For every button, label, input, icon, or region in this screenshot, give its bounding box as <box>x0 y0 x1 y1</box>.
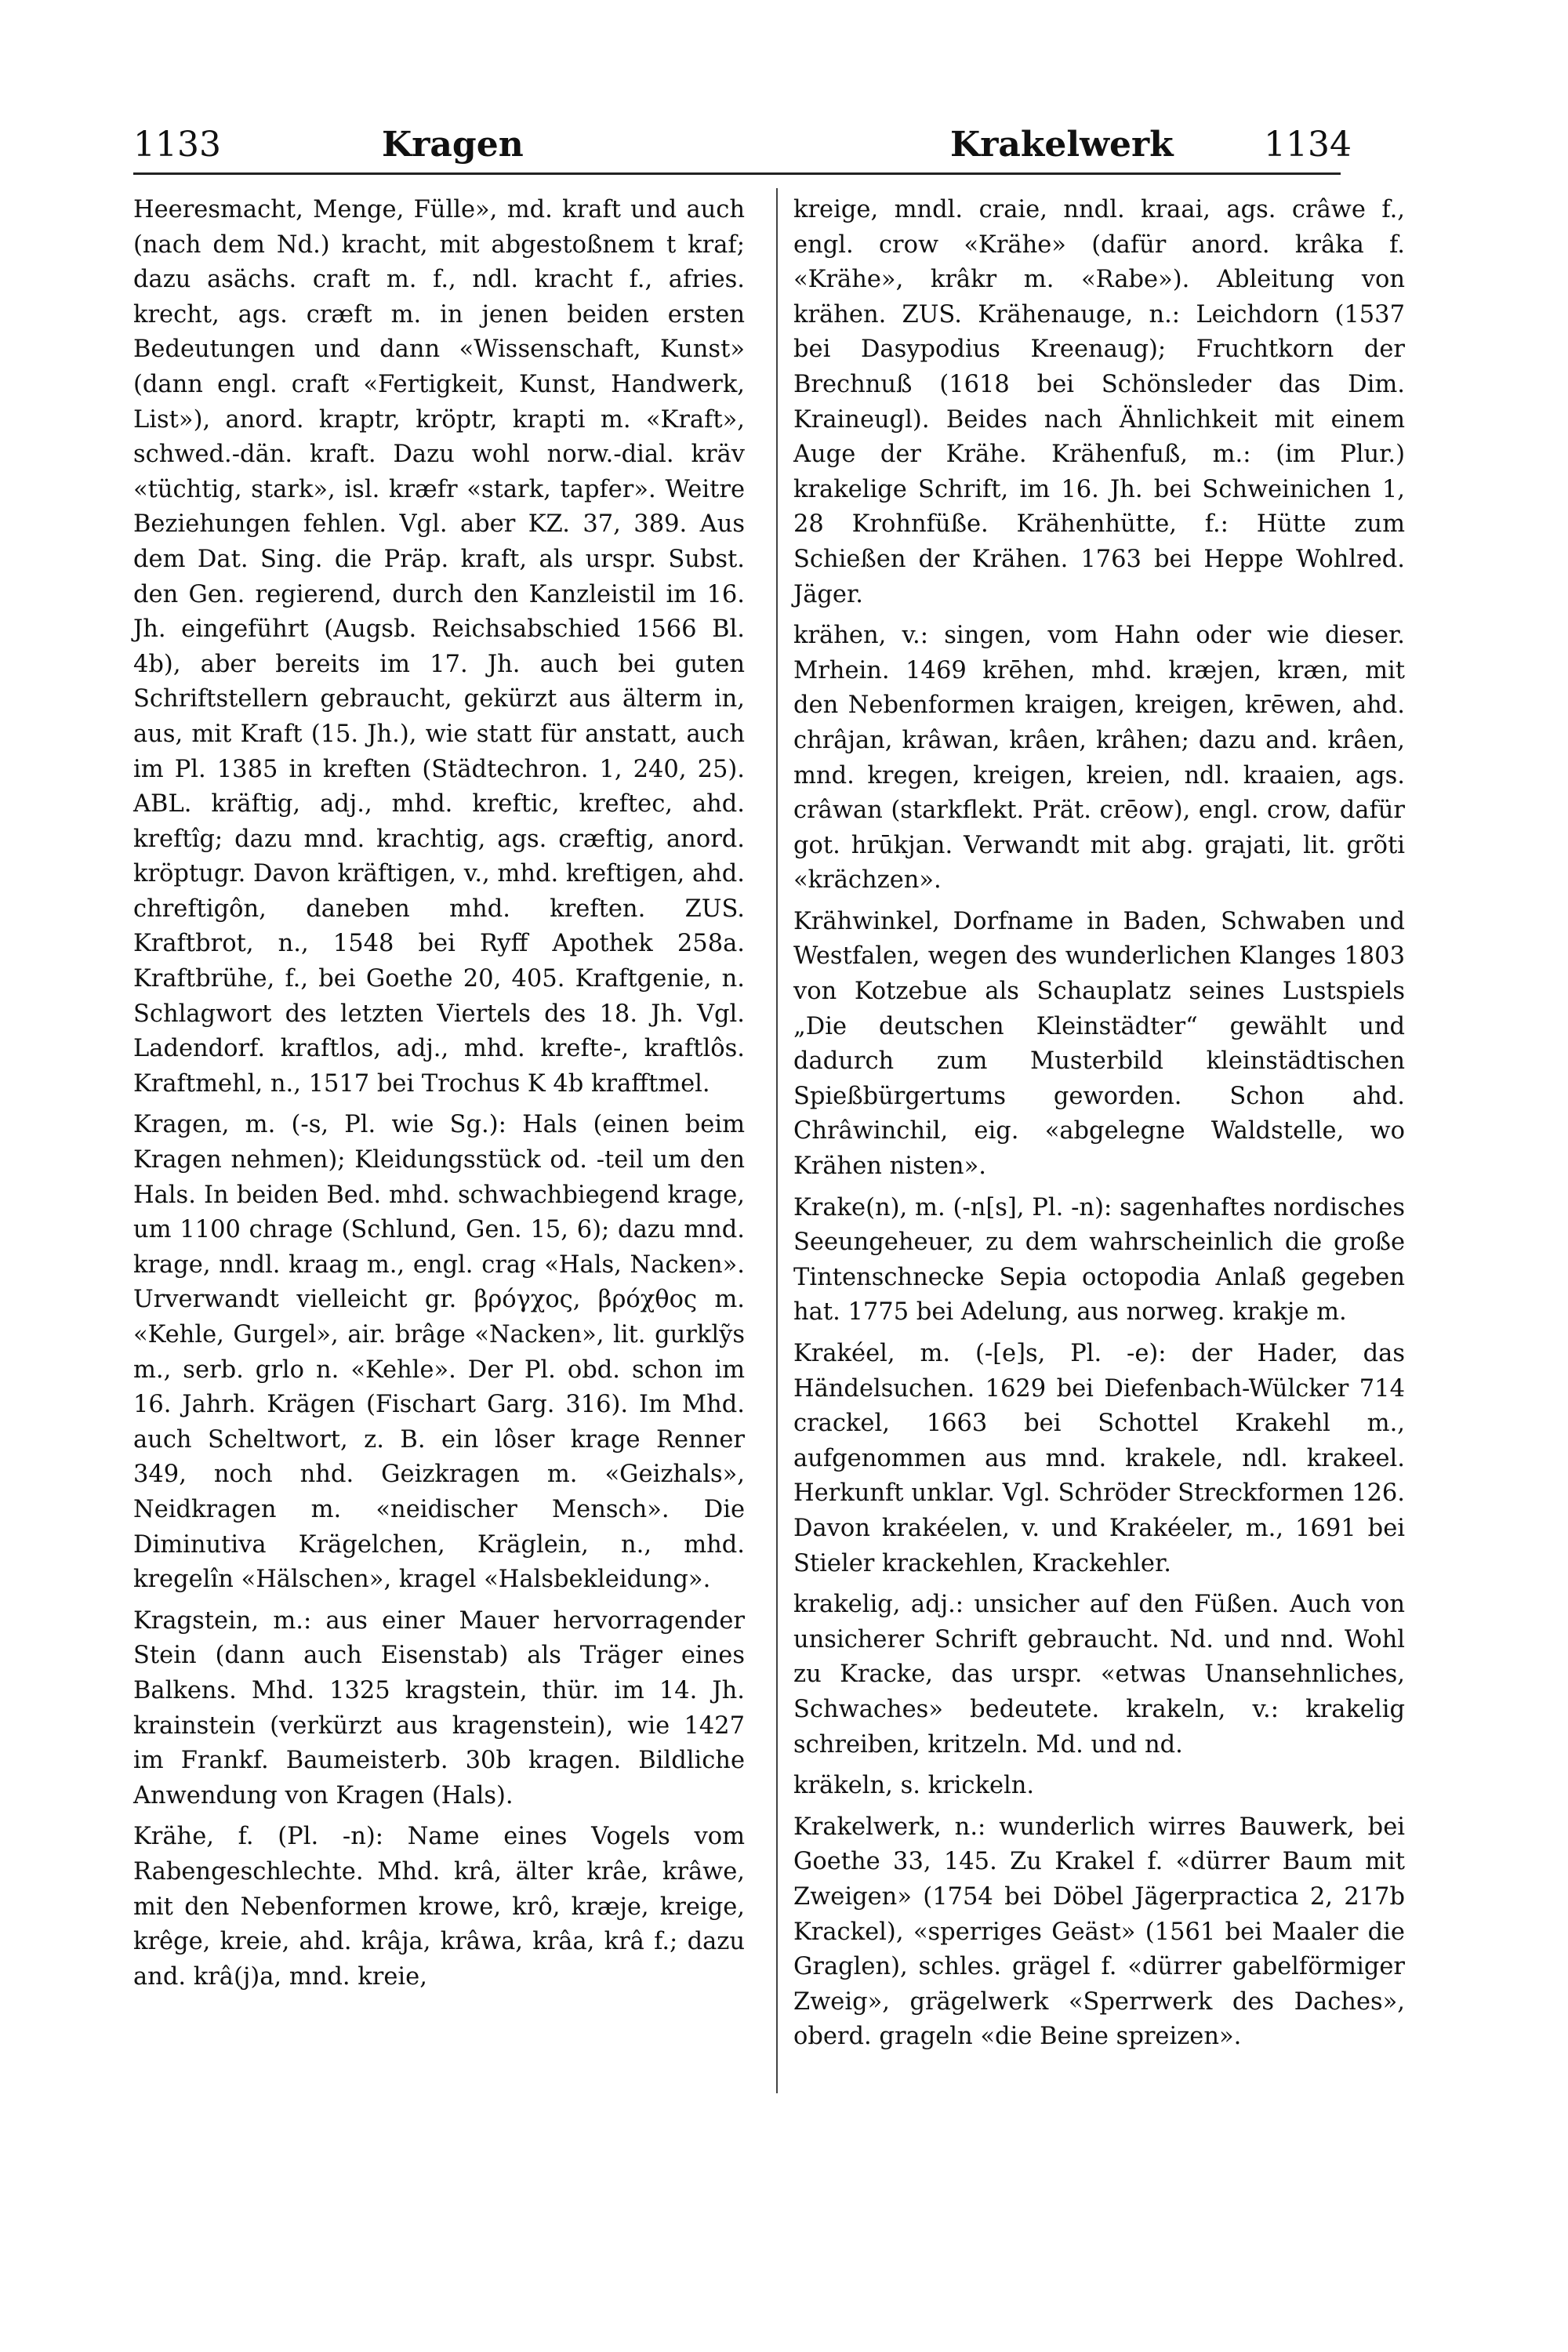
entry-kraehe-continued: kreige, mndl. craie, nndl. kraai, ags. crâwe f., engl. crow «Krähe» (dafür anord. krâka f. «Krähe», krâkr m. «Rabe»). Ableitung von krähen. ZUS. Krähenauge, n.: Leichdorn (1537 bei Dasypodius Kreenaug); Fruchtkorn der Brechnuß (1618 bei Schönsleder das Dim. Kraineugl). Beides nach Ähnlichkeit mit einem Auge der Krähe. Krähenfuß, m.: (im Plur.) krakelige Schrift, im 16. Jh. bei Schweinichen 1, 28 Krohnfüße. Krähenhütte, f.: Hütte zum Schießen der Krähen. 1763 bei Heppe Wohlred. Jäger. <box>793 196 1405 608</box>
entry-kraekeln: kräkeln, s. krickeln. <box>793 1772 1035 1800</box>
entry-kraft-continued: Heeresmacht, Menge, Fülle», md. kraft und auch (nach dem Nd.) kracht, mit abgestoßnem t kraf; dazu asächs. craft m. f., ndl. kracht f., afries. krecht, ags. cræft m. in jenen beiden ersten Bedeutungen und dann «Wissenschaft, Kunst» (dann engl. craft «Fertigkeit, Kunst, Handwerk, List»), anord. kraptr, kröptr, krapti m. «Kraft», schwed.-dän. kraft. Dazu wohl norw.-dial. kräv «tüchtig, stark», isl. kræfr «stark, tapfer». Weitre Beziehungen fehlen. Vgl. aber KZ. 37, 389. Aus dem Dat. Sing. die Präp. kraft, als urspr. Subst. den Gen. regierend, durch den Kanzleistil im 16. Jh. eingeführt (Augsb. Reichsabschied 1566 Bl. 4b), aber bereits im 17. Jh. auch bei guten Schriftstellern gebraucht, gekürzt aus älterm in, aus, mit Kraft (15. Jh.), wie statt für anstatt, auch im Pl. 1385 in kreften (Städtechron. 1, 240, 25). ABL. kräftig, adj., mhd. kreftic, kreftec, ahd. kreftîg; dazu mnd. krachtig, ags. cræftig, anord. kröptugr. Davon kräftigen, v., mhd. kreftigen, ahd. chreftigôn, daneben mhd. kreften. ZUS. Kraftbrot, n., 1548 bei Ryff Apothek 258a. Kraftbrühe, f., bei Goethe 20, 405. Kraftgenie, n. Schlagwort des letzten Viertels des 18. Jh. Vgl. Ladendorf. kraftlos, adj., mhd. krefte-, kraftlôs. Kraftmehl, n., 1517 bei Trochus K 4b krafftmel. <box>133 196 745 1098</box>
entry-kragen: Kragen, m. (-s, Pl. wie Sg.): Hals (einen beim Kragen nehmen); Kleidungsstück od. -teil um den Hals. In beiden Bed. mhd. schwachbiegend krage, um 1100 chrage (Schlund, Gen. 15, 6); dazu mnd. krage, nndl. kraag m., engl. crag «Hals, Nacken». Urverwandt vielleicht gr. βρόγχος, βρόχθος m. «Kehle, Gurgel», air. brâge «Nacken», lit. gurklỹs m., serb. grlo n. «Kehle». Der Pl. obd. schon im 16. Jahrh. Krägen (Fischart Garg. 316). Im Mhd. auch Scheltwort, z. B. ein lôser krage Renner 349, noch nhd. Geizkragen m. «Geizhals», Neidkragen m. «neidischer Mensch». Die Diminutiva Krägelchen, Kräglein, n., mhd. kregelîn «Hälschen», kragel «Halsbekleidung». <box>133 1111 745 1594</box>
entry-krakelig: krakelig, adj.: unsicher auf den Füßen. Auch von unsicherer Schrift gebraucht. Nd. und nnd. Wohl zu Kracke, das urspr. «etwas Unansehnliches, Schwaches» bedeutete. krakeln, v.: krakelig schreiben, kritzeln. Md. und nd. <box>793 1591 1405 1759</box>
column-divider <box>776 188 778 2093</box>
left-page-number: 1133 <box>133 125 221 165</box>
entry-krakelwerk: Krakelwerk, n.: wunderlich wirres Bauwerk, bei Goethe 33, 145. Zu Krakel f. «dürrer Baum mit Zweigen» (1754 bei Döbel Jägerpractica 2, 217b Krackel), «sperriges Geäst» (1561 bei Maaler die Graglen), schles. grägel f. «dürrer gabelförmiger Zweig», grägelwerk «Sperrwerk des Daches», oberd. grageln «die Beine spreizen». <box>793 1813 1405 2051</box>
entry-kraehwinkel: Krähwinkel, Dorfname in Baden, Schwaben und Westfalen, wegen des wunderlichen Klanges 1803 von Kotzebue als Schauplatz seines Lustspiels „Die deutschen Kleinstädter“ gewählt und dadurch zum Musterbild kleinstädtischen Spießbürgertums geworden. Schon ahd. Chrâwinchil, eig. «abgelegne Waldstelle, wo Krähen nisten». <box>793 907 1405 1181</box>
left-column <box>133 193 745 2001</box>
right-column <box>793 193 1405 2061</box>
header-rule <box>133 172 1341 175</box>
entry-kraken: Krake(n), m. (-n[s], Pl. -n): sagenhaftes nordisches Seeungeheuer, zu dem wahrscheinlich die große Tintenschnecke Sepia octopodia Anlaß gegeben hat. 1775 bei Adelung, aus norweg. krakje m. <box>793 1193 1405 1327</box>
left-running-head: Kragen <box>382 125 524 165</box>
right-running-head: Krakelwerk <box>950 125 1174 165</box>
entry-kraehe: Krähe, f. (Pl. -n): Name eines Vogels vom Rabengeschlechte. Mhd. krâ, älter krâe, krâwe, mit den Nebenformen krowe, krô, kræje, kreige, krêge, kreie, ahd. krâja, krâwa, krâa, krâ f.; dazu and. krâ(j)a, mnd. kreie, <box>133 1823 745 1991</box>
entry-kragstein: Kragstein, m.: aus einer Mauer hervorragender Stein (dann auch Eisenstab) als Träger eines Balkens. Mhd. 1325 kragstein, thür. im 14. Jh. krainstein (verkürzt aus kragenstein), wie 1427 im Frankf. Baumeisterb. 30b kragen. Bildliche Anwendung von Kragen (Hals). <box>133 1606 745 1809</box>
entry-kraehen: krähen, v.: singen, vom Hahn oder wie dieser. Mrhein. 1469 krēhen, mhd. kræjen, kræn, mit den Nebenformen kraigen, kreigen, krēwen, ahd. chrâjan, krâwan, krâen, krâhen; dazu and. krâen, mnd. kregen, kreigen, kreien, ndl. kraaien, ags. crâwan (starkflekt. Prät. crēow), engl. crow, dafür got. hrūkjan. Verwandt mit abg. grajati, lit. grõti «krächzen». <box>793 622 1405 895</box>
right-page-number: 1134 <box>1264 125 1352 165</box>
entry-krakeel: Krakéel, m. (-[e]s, Pl. -e): der Hader, das Händelsuchen. 1629 bei Diefenbach-Wülcker 714 crackel, 1663 bei Schottel Krakehl m., aufgenommen aus mnd. krakele, ndl. krakeel. Herkunft unklar. Vgl. Schröder Streckformen 126. Davon krakéelen, v. und Krakéeler, m., 1691 bei Stieler krackehlen, Krackehler. <box>793 1340 1405 1577</box>
